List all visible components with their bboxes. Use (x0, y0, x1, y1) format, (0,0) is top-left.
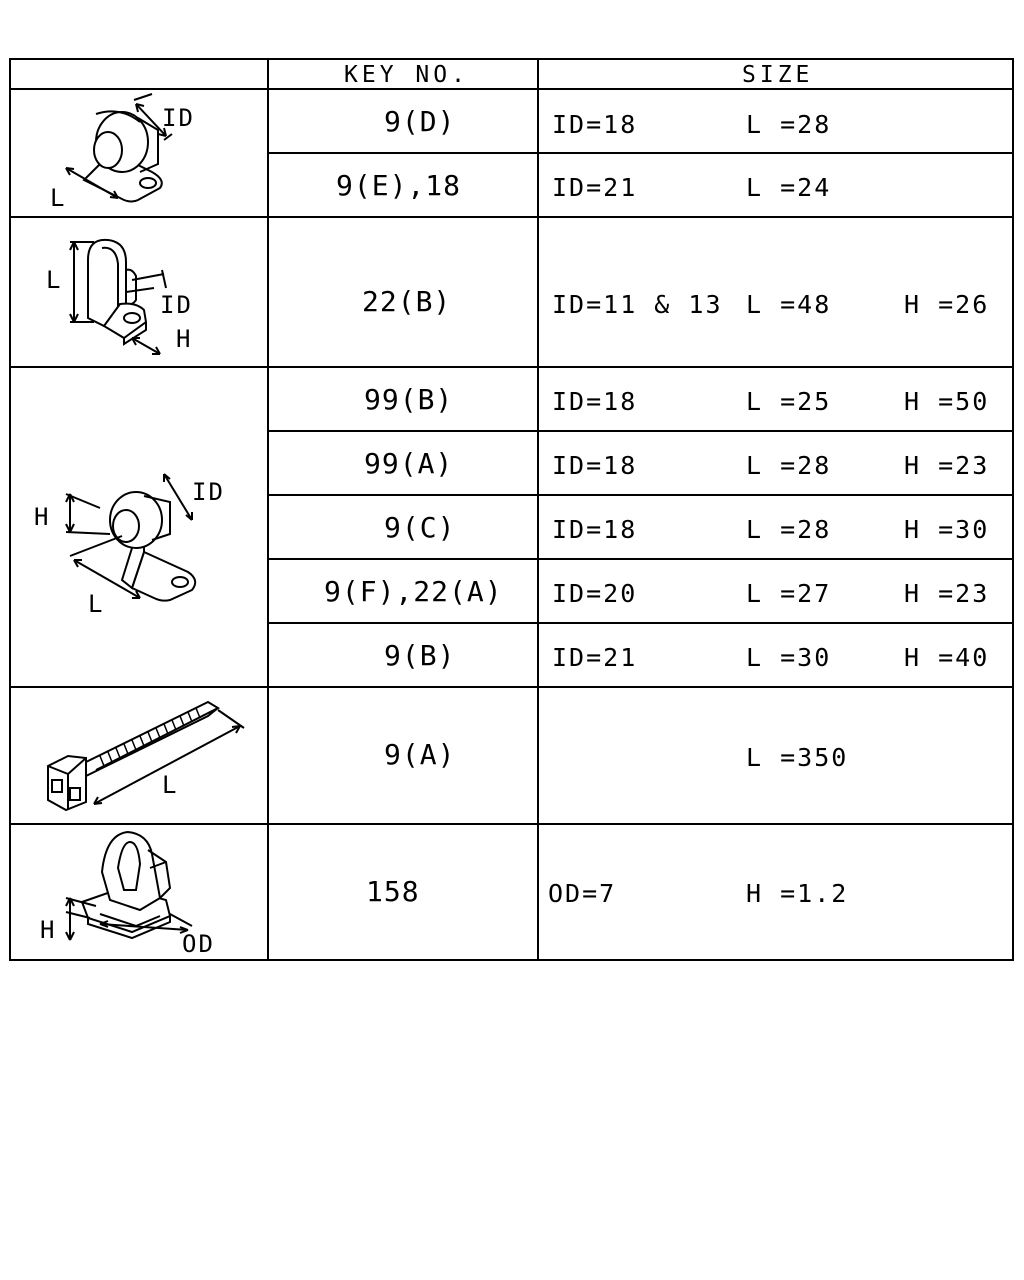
header-divider (9, 88, 1014, 90)
key-no-cell: 158 (366, 875, 420, 908)
size-id-cell: ID=18 (552, 515, 638, 544)
figure-label: L (50, 184, 67, 212)
size-id-cell: ID=20 (552, 579, 638, 608)
size-h-cell: H =26 (904, 290, 990, 319)
size-l-cell: L =48 (746, 290, 832, 319)
key-no-cell: 22(B) (362, 285, 452, 318)
figure-label: L (88, 590, 105, 618)
size-l-cell: L =28 (746, 451, 832, 480)
key-no-cell: 9(C) (384, 511, 456, 544)
header-size: SIZE (742, 62, 814, 88)
size-l-cell: L =28 (746, 515, 832, 544)
size-id-cell: ID=21 (552, 643, 638, 672)
size-l-cell: L =28 (746, 110, 832, 139)
figure-label: ID (162, 104, 195, 132)
key-no-cell: 9(A) (384, 738, 456, 771)
size-h-cell: H =40 (904, 643, 990, 672)
size-l-cell: L =30 (746, 643, 832, 672)
key-no-cell: 9(E),18 (336, 169, 462, 202)
size-l-cell: L =27 (746, 579, 832, 608)
figure-label: H (176, 325, 193, 353)
size-id-cell: ID=18 (552, 451, 638, 480)
row-divider (267, 430, 1014, 432)
group-divider (9, 823, 1014, 825)
size-id-cell: ID=21 (552, 173, 638, 202)
row-divider (267, 622, 1014, 624)
key-no-cell: 9(D) (384, 105, 456, 138)
table-border-bottom (9, 959, 1014, 961)
figure-label: OD (182, 930, 215, 958)
row-divider (267, 152, 1014, 154)
header-key-no: KEY NO. (344, 62, 469, 88)
figure-label: ID (192, 478, 225, 506)
size-h-cell: H =23 (904, 451, 990, 480)
key-no-cell: 9(F),22(A) (324, 575, 503, 608)
size-h-cell: H =1.2 (746, 879, 849, 908)
row-divider (267, 558, 1014, 560)
size-od-cell: OD=7 (548, 879, 617, 908)
figure-label: H (40, 916, 57, 944)
size-id-cell: ID=18 (552, 110, 638, 139)
key-no-cell: 99(A) (364, 447, 454, 480)
group-divider (9, 686, 1014, 688)
size-l-cell: L =25 (746, 387, 832, 416)
figure-label: L (46, 266, 63, 294)
push-clip-icon (40, 828, 260, 956)
table-border-top (9, 58, 1014, 60)
size-l-cell: L =24 (746, 173, 832, 202)
cable-tie-icon (40, 692, 260, 822)
group-divider (9, 366, 1014, 368)
size-h-cell: H =23 (904, 579, 990, 608)
figure-label: L (162, 771, 179, 799)
size-id-cell: ID=18 (552, 387, 638, 416)
table-border-right (1012, 58, 1014, 961)
size-id-cell: ID=11 & 13 (552, 290, 723, 319)
p-clamp-icon (40, 92, 260, 216)
figure-label: ID (160, 291, 193, 319)
raised-p-clamp-icon (40, 460, 260, 620)
column-divider-2 (537, 58, 539, 961)
table-border-left (9, 58, 11, 961)
size-h-cell: H =30 (904, 515, 990, 544)
j-clip-icon (40, 230, 260, 364)
row-divider (267, 494, 1014, 496)
column-divider-1 (267, 58, 269, 961)
key-no-cell: 9(B) (384, 639, 456, 672)
key-no-cell: 99(B) (364, 383, 454, 416)
group-divider (9, 216, 1014, 218)
size-h-cell: H =50 (904, 387, 990, 416)
size-l-cell: L =350 (746, 743, 849, 772)
figure-label: H (34, 503, 51, 531)
